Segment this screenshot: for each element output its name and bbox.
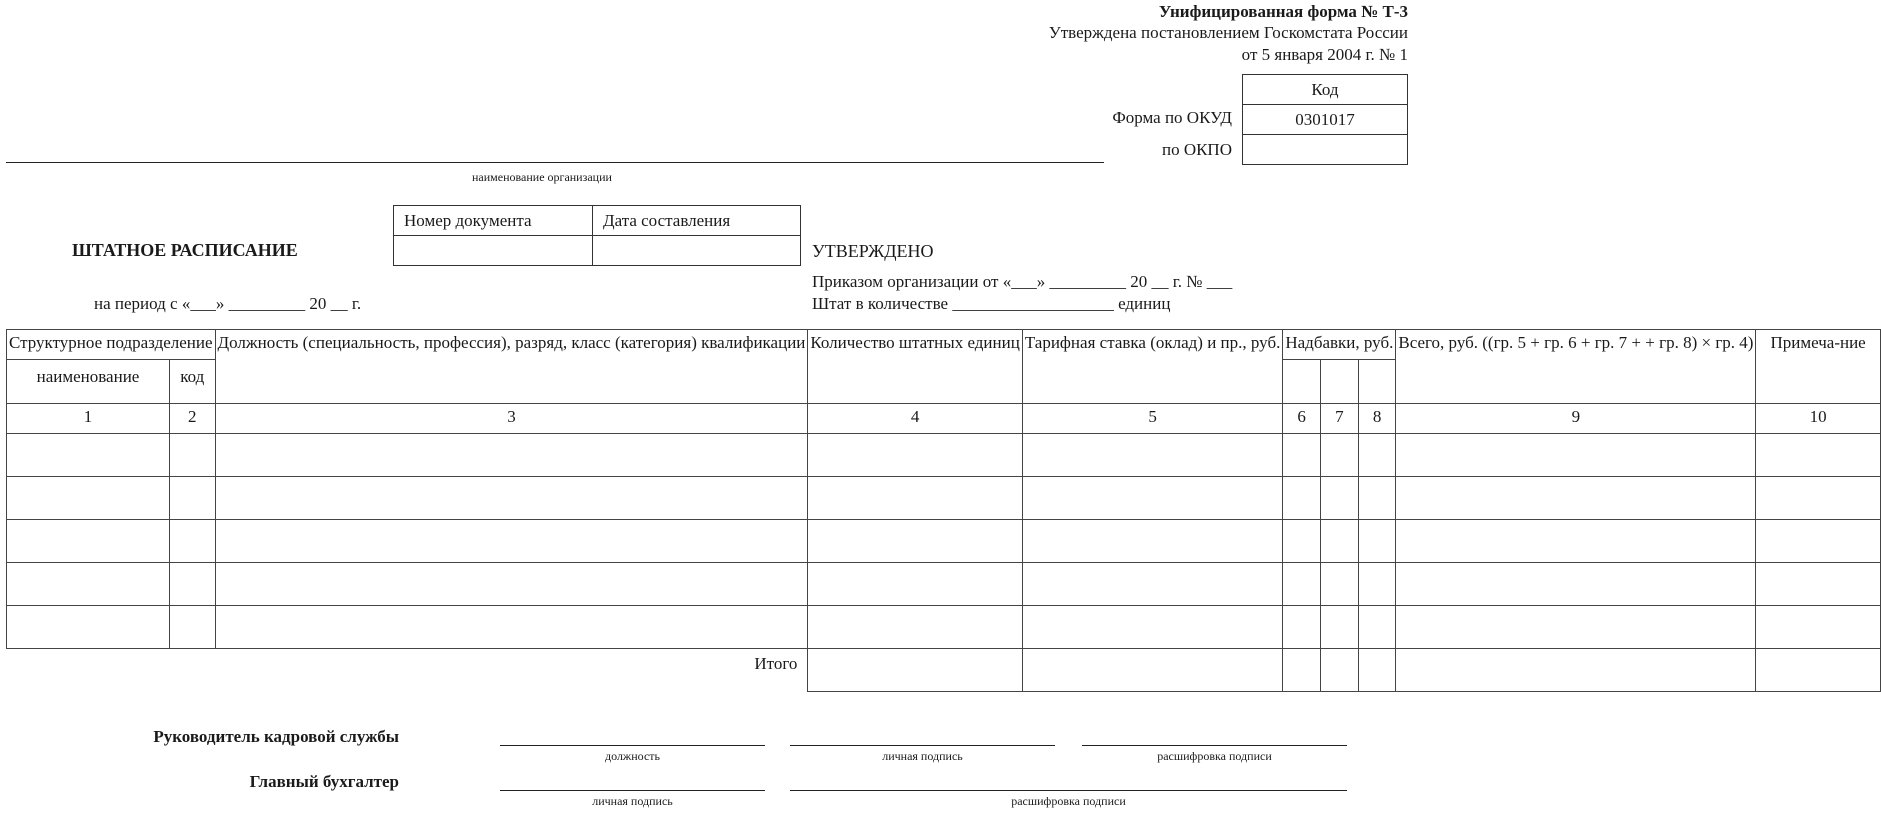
rate-header: Тарифная ставка (оклад) и пр., руб. — [1022, 330, 1283, 404]
document-date-header: Дата составления — [593, 206, 801, 236]
table-cell[interactable] — [1358, 520, 1396, 563]
okud-label: Форма по ОКУД — [1112, 108, 1232, 127]
table-cell[interactable] — [1358, 477, 1396, 520]
accountant-decoding-line[interactable] — [790, 790, 1347, 791]
hr-signature-caption: личная подпись — [882, 749, 963, 763]
total-cell[interactable] — [1283, 649, 1321, 692]
total-cell[interactable] — [1756, 649, 1880, 692]
allowance-col-7 — [1320, 360, 1358, 404]
division-header: Структурное подразделение — [7, 330, 216, 360]
table-cell[interactable] — [169, 477, 215, 520]
table-row — [7, 563, 1881, 606]
approved-date-label: от 5 января 2004 г. № 1 — [1241, 45, 1408, 64]
staff-count-line: Штат в количестве ___________________ единиц — [812, 294, 1171, 313]
table-cell[interactable] — [1022, 606, 1283, 649]
approved-label: УТВЕРЖДЕНО — [812, 241, 934, 261]
hr-decoding-caption: расшифровка подписи — [1157, 749, 1272, 763]
table-cell[interactable] — [169, 434, 215, 477]
document-date-cell[interactable] — [593, 236, 801, 266]
document-number-table — [393, 205, 801, 266]
table-cell[interactable] — [1396, 477, 1756, 520]
hr-head-label: Руководитель кадровой службы — [153, 727, 399, 746]
table-cell[interactable] — [7, 563, 170, 606]
col-number: 5 — [1022, 404, 1283, 434]
table-cell[interactable] — [169, 606, 215, 649]
hr-decoding-line[interactable] — [1082, 745, 1347, 746]
table-cell[interactable] — [1396, 520, 1756, 563]
table-cell[interactable] — [1283, 563, 1321, 606]
col-number: 1 — [7, 404, 170, 434]
accountant-signature-caption: личная подпись — [592, 794, 673, 808]
table-cell[interactable] — [1022, 477, 1283, 520]
table-cell[interactable] — [1358, 563, 1396, 606]
period-line: на период с «___» _________ 20 __ г. — [94, 294, 362, 313]
table-cell[interactable] — [1283, 606, 1321, 649]
table-cell[interactable] — [215, 434, 808, 477]
table-cell[interactable] — [808, 434, 1022, 477]
okud-value: 0301017 — [1243, 105, 1408, 135]
hr-position-line[interactable] — [500, 745, 765, 746]
codes-table — [1242, 74, 1408, 165]
organization-name-line[interactable] — [6, 162, 1104, 163]
table-cell[interactable] — [1283, 477, 1321, 520]
table-cell[interactable] — [1358, 434, 1396, 477]
table-cell[interactable] — [7, 434, 170, 477]
table-row — [7, 520, 1881, 563]
table-cell[interactable] — [1283, 434, 1321, 477]
table-cell[interactable] — [1320, 563, 1358, 606]
total-cell[interactable] — [1022, 649, 1283, 692]
accountant-signature-line[interactable] — [500, 790, 765, 791]
table-cell[interactable] — [1756, 563, 1880, 606]
code-header: Код — [1243, 75, 1408, 105]
okpo-label: по ОКПО — [1161, 140, 1232, 159]
table-cell[interactable] — [1320, 520, 1358, 563]
chief-accountant-label: Главный бухгалтер — [249, 772, 399, 791]
approved-by-label: Утверждена постановлением Госкомстата России — [1048, 23, 1408, 42]
document-title: ШТАТНОЕ РАСПИСАНИЕ — [72, 240, 298, 260]
table-cell[interactable] — [1756, 606, 1880, 649]
table-cell[interactable] — [169, 520, 215, 563]
table-cell[interactable] — [1320, 434, 1358, 477]
accountant-decoding-caption: расшифровка подписи — [1011, 794, 1126, 808]
col-number: 10 — [1756, 404, 1880, 434]
column-numbers-row — [7, 404, 1881, 434]
col-number: 9 — [1396, 404, 1756, 434]
table-cell[interactable] — [1022, 434, 1283, 477]
table-cell[interactable] — [215, 520, 808, 563]
table-cell[interactable] — [808, 606, 1022, 649]
table-cell[interactable] — [808, 563, 1022, 606]
unified-form-label: Унифицированная форма № Т-3 — [1158, 2, 1408, 21]
table-cell[interactable] — [1396, 563, 1756, 606]
total-label: Итого — [7, 649, 808, 692]
total-cell[interactable] — [1358, 649, 1396, 692]
total-cell[interactable] — [808, 649, 1022, 692]
division-code-header: код — [169, 360, 215, 404]
table-cell[interactable] — [1396, 606, 1756, 649]
total-row — [7, 649, 1881, 692]
hr-signature-line[interactable] — [790, 745, 1055, 746]
allowances-header: Надбавки, руб. — [1283, 330, 1396, 360]
division-name-header: наименование — [7, 360, 170, 404]
staff-table — [6, 329, 1881, 692]
table-cell[interactable] — [1358, 606, 1396, 649]
table-cell[interactable] — [215, 563, 808, 606]
table-row — [7, 434, 1881, 477]
col-number: 2 — [169, 404, 215, 434]
document-number-header: Номер документа — [394, 206, 593, 236]
col-number: 3 — [215, 404, 808, 434]
col-number: 7 — [1320, 404, 1358, 434]
table-cell[interactable] — [215, 477, 808, 520]
total-cell[interactable] — [1320, 649, 1358, 692]
table-row — [7, 606, 1881, 649]
table-cell[interactable] — [7, 520, 170, 563]
table-cell[interactable] — [7, 606, 170, 649]
table-cell[interactable] — [808, 477, 1022, 520]
table-cell[interactable] — [808, 520, 1022, 563]
table-cell[interactable] — [1022, 520, 1283, 563]
table-cell[interactable] — [1320, 606, 1358, 649]
table-cell[interactable] — [169, 563, 215, 606]
table-cell[interactable] — [7, 477, 170, 520]
table-cell[interactable] — [1756, 520, 1880, 563]
col-number: 4 — [808, 404, 1022, 434]
table-row — [7, 477, 1881, 520]
document-number-cell[interactable] — [394, 236, 593, 266]
table-cell[interactable] — [1283, 520, 1321, 563]
allowance-col-8 — [1358, 360, 1396, 404]
table-cell[interactable] — [215, 606, 808, 649]
col-number: 6 — [1283, 404, 1321, 434]
total-cell[interactable] — [1396, 649, 1756, 692]
table-cell[interactable] — [1756, 434, 1880, 477]
okpo-value[interactable] — [1243, 135, 1408, 165]
table-cell[interactable] — [1756, 477, 1880, 520]
hr-position-caption: должность — [605, 749, 660, 763]
notes-header: Примеча-ние — [1756, 330, 1880, 404]
order-line: Приказом организации от «___» _________ 20 __ г. № ___ — [812, 272, 1233, 291]
table-cell[interactable] — [1396, 434, 1756, 477]
organization-caption: наименование организации — [472, 170, 612, 184]
table-cell[interactable] — [1022, 563, 1283, 606]
total-header: Всего, руб. ((гр. 5 + гр. 6 + гр. 7 + + гр. 8) × гр. 4) — [1396, 330, 1756, 404]
allowance-col-6 — [1283, 360, 1321, 404]
position-header: Должность (специальность, профессия), разряд, класс (категория) квалификации — [215, 330, 808, 404]
count-header: Количество штатных единиц — [808, 330, 1022, 404]
table-cell[interactable] — [1320, 477, 1358, 520]
col-number: 8 — [1358, 404, 1396, 434]
